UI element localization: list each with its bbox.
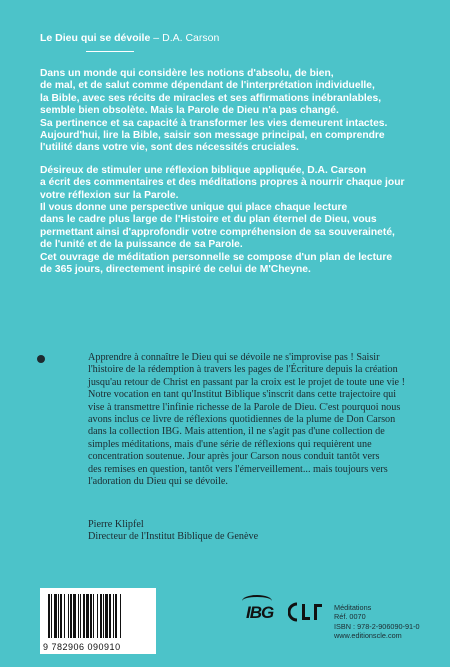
barcode-bar <box>68 594 69 638</box>
text-line: Sa pertinence et sa capacité à transformer les vies demeurent intactes. <box>40 117 388 129</box>
text-line: avons inclus ce livre de réflexions quotidiennes de la plume de Don Carson <box>88 414 396 426</box>
ibg-logo-swoosh-icon <box>242 595 272 607</box>
intro-paragraph-2 <box>40 165 420 277</box>
text-line: Il vous donne une perspective unique qui place chaque lecture <box>40 202 348 214</box>
text-line: de l'unité et de la puissance de sa Parole. <box>40 239 243 251</box>
barcode-bar <box>70 594 72 638</box>
text-line: l'utilité dans votre vie, sont des nécessités cruciales. <box>40 142 299 154</box>
reference-number: Réf. 0070 <box>334 612 366 622</box>
barcode-bar <box>115 594 117 638</box>
header-rule <box>86 51 134 52</box>
text-line: l'adoration du Dieu qui se dévoile. <box>88 476 228 488</box>
text-line: concentration soutenue. Jour après jour Carson nous conduit tantôt vers <box>88 451 380 463</box>
barcode-bar <box>113 594 114 638</box>
text-line: vise à transmettre l'infinie richesse de la Parole de Dieu. C'est pourquoi nous <box>88 401 401 413</box>
text-line: votre réflexion sur la Parole. <box>40 189 179 201</box>
text-line: l'histoire de la rédemption à travers les pages de l'Écriture depuis la création <box>88 364 398 376</box>
barcode-bar <box>120 594 121 638</box>
author-name: D.A. Carson <box>162 32 220 44</box>
text-line: dans la collection IBG. Mais attention, il ne s'agit pas d'une collection de <box>88 426 385 438</box>
signature-name: Pierre Klipfel <box>88 519 144 530</box>
isbn-barcode <box>40 588 156 654</box>
barcode-bar <box>51 594 52 638</box>
isbn-number: ISBN : 978-2-906090-91-0 <box>334 621 420 631</box>
text-line: simples méditations, mais d'une série de réflexions qui requièrent une <box>88 438 372 450</box>
barcode-bar <box>103 594 104 638</box>
text-line: a écrit des commentaires et des méditations propres à nourrir chaque jour <box>40 177 405 189</box>
barcode-bar <box>64 594 65 638</box>
barcode-bar <box>93 594 94 638</box>
barcode-bar <box>86 594 89 638</box>
barcode-bar <box>54 594 57 638</box>
text-line: Notre vocation en tant qu'Institut Biblique s'inscrit dans cette trajectoire qui <box>88 389 397 401</box>
endorsement-quote <box>88 352 428 488</box>
barcode-digits: 9 782906 090910 <box>43 642 121 652</box>
barcode-bar <box>100 594 102 638</box>
header-separator: – <box>153 32 160 44</box>
text-line: jusqu'au retour de Christ en passant par la croix est le projet de toute une vie ! <box>88 376 405 388</box>
text-line: de 365 jours, directement inspiré de celui de M'Cheyne. <box>40 264 311 276</box>
publisher-website: www.editionscle.com <box>334 630 402 640</box>
intro-paragraph-1 <box>40 68 420 155</box>
text-line: Apprendre à connaître le Dieu qui se dévoile ne s'improvise pas ! Saisir <box>88 352 380 363</box>
text-line: semble bien obsolète. Mais la Parole de Dieu n'a pas changé. <box>40 105 339 117</box>
book-title: Le Dieu qui se dévoile <box>40 32 151 44</box>
barcode-bars <box>48 594 148 638</box>
barcode-bar <box>60 594 62 638</box>
text-line: Aujourd'hui, lire la Bible, saisir son message principal, en comprendre <box>40 130 385 142</box>
barcode-bar <box>73 594 76 638</box>
text-line: la Bible, avec ses récits de miracles et ses affirmations inébranlables, <box>40 92 382 104</box>
ibg-logo <box>246 603 273 623</box>
bullet-dot-icon <box>37 355 45 363</box>
text-line: Dans un monde qui considère les notions d'absolu, de bien, <box>40 68 334 79</box>
text-line: de mal, et de salut comme dépendant de l'interprétation individuelle, <box>40 80 375 92</box>
barcode-bar <box>90 594 92 638</box>
cle-logo-icon <box>288 602 324 622</box>
text-line: Désireux de stimuler une réflexion biblique appliquée, D.A. Carson <box>40 164 367 176</box>
ibg-logo-text: IBG <box>246 603 274 622</box>
barcode-bar <box>109 594 111 638</box>
barcode-bar <box>78 594 79 638</box>
publication-info <box>334 603 420 640</box>
collection-name: Méditations <box>334 603 372 612</box>
barcode-bar <box>58 594 59 638</box>
barcode-bar <box>80 594 81 638</box>
signature-role: Directeur de l'Institut Biblique de Genève <box>88 531 259 543</box>
barcode-bar <box>105 594 108 638</box>
barcode-bar <box>97 594 98 638</box>
intro-text <box>40 68 420 287</box>
text-line: Cet ouvrage de méditation personnelle se compose d'un plan de lecture <box>40 251 393 263</box>
cover-header <box>40 32 219 44</box>
text-line: dans le cadre plus large de l'Histoire et du plan éternel de Dieu, vous <box>40 214 377 226</box>
text-line: des remises en question, tantôt vers l'émerveillement... mais toujours vers <box>88 463 388 475</box>
endorsement-signature <box>88 519 258 544</box>
text-line: permettant ainsi d'approfondir votre compréhension de sa souveraineté, <box>40 226 395 238</box>
barcode-bar <box>48 594 50 638</box>
barcode-bar <box>83 594 85 638</box>
